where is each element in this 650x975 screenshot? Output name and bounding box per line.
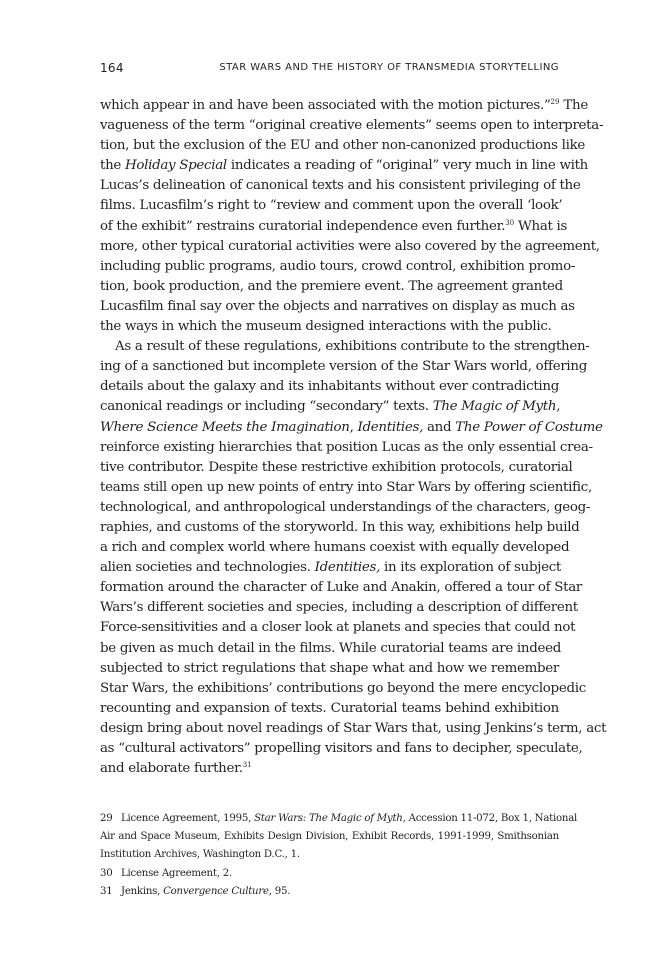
- body-line: [100, 136, 586, 156]
- footnote: [100, 810, 578, 865]
- text-run: The: [559, 98, 588, 113]
- body-line: [100, 377, 559, 397]
- text-run: tion, but the exclusion of the EU and other non-canonized productions like: [100, 138, 586, 154]
- body-line: [100, 699, 559, 719]
- body-line: [100, 317, 559, 337]
- text-run: tion, book production, and the premiere event. The agreement granted: [100, 278, 563, 294]
- body-line: [100, 297, 575, 317]
- footnote-line: [100, 828, 559, 846]
- text-run: Star Wars, the exhibitions’ contributions go beyond the mere encyclopedic: [100, 680, 586, 696]
- text-run: Air and Space Museum, Exhibits Design Division, Exhibit Records, 1991-1999, Smithsonian: [100, 831, 559, 843]
- body-line: [100, 598, 578, 618]
- text-run: raphies, and customs of the storyworld. In this way, exhibitions help build: [100, 519, 580, 535]
- footnote-marker: 31: [242, 761, 252, 770]
- body-line: [100, 438, 593, 458]
- text-run: technological, and anthropological understandings of the characters, geog-: [100, 499, 591, 515]
- body-line: [100, 719, 607, 739]
- text-run: teams still open up new points of entry into Star Wars by offering scientific,: [100, 479, 592, 495]
- body-line: [100, 96, 588, 116]
- text-run: Licence Agreement, 1995,: [121, 813, 255, 824]
- text-run: , Accession 11-072, Box 1, National: [402, 813, 578, 824]
- body-line: [100, 237, 600, 257]
- italic-title: Identities,: [357, 419, 424, 435]
- italic-title: Holiday Special: [125, 158, 227, 174]
- italic-title: Convergence Culture: [163, 885, 269, 897]
- text-run: canonical readings or including “secondary” texts.: [100, 399, 433, 415]
- text-run: vagueness of the term “original creative elements” seems open to interpreta-: [100, 118, 604, 134]
- footnote: [100, 883, 559, 901]
- text-run: in its exploration of subject: [380, 560, 561, 576]
- text-run: films. Lucasfilm’s right to “review and comment upon the overall ‘look’: [100, 198, 563, 214]
- text-run: ,: [349, 419, 358, 435]
- text-run: Jenkins,: [121, 885, 164, 897]
- text-run: tive contributor. Despite these restrictive exhibition protocols, curatorial: [100, 459, 573, 475]
- text-run: What is: [514, 218, 568, 234]
- page-header: [100, 61, 559, 77]
- text-run: alien societies and technologies.: [100, 560, 315, 576]
- body-line: [100, 538, 570, 558]
- body-line: [100, 498, 591, 518]
- page-number: 164: [100, 61, 124, 75]
- text-run: the ways in which the museum designed interactions with the public.: [100, 319, 552, 335]
- footnote-line: [100, 865, 559, 883]
- text-run: subjected to strict regulations that shape what and how we remember: [100, 660, 559, 676]
- footnote-line: [100, 846, 559, 864]
- body-line: [100, 618, 576, 638]
- text-run: reinforce existing hierarchies that position Lucas as the only essential crea-: [100, 439, 593, 455]
- footnote-line: [100, 810, 578, 828]
- body-text: [100, 96, 607, 779]
- text-run: As a result of these regulations, exhibitions contribute to the strengthen-: [115, 339, 590, 355]
- text-run: ,: [556, 399, 561, 415]
- text-run: more, other typical curatorial activities were also covered by the agreement,: [100, 238, 600, 254]
- body-line: [100, 337, 590, 357]
- body-line: [100, 578, 583, 598]
- footnote-number: 31: [100, 885, 113, 897]
- italic-title: The Magic of Myth: [432, 399, 557, 415]
- body-line: [100, 659, 559, 679]
- text-run: and elaborate further.: [100, 761, 243, 777]
- footnotes: [100, 810, 578, 901]
- body-line: [100, 357, 587, 377]
- text-run: a rich and complex world where humans coexist with equally developed: [100, 540, 570, 556]
- footnote-marker: 29: [550, 98, 560, 106]
- text-run: as “cultural activators” propelling visitors and fans to decipher, speculate,: [100, 741, 583, 756]
- body-line: [100, 176, 581, 196]
- text-run: Institution Archives, Washington D.C., 1.: [100, 849, 300, 861]
- italic-title: Where Science Meets the Imagination: [100, 419, 350, 435]
- footnote-number: 30: [100, 867, 113, 879]
- text-run: formation around the character of Luke and Anakin, offered a tour of Star: [100, 580, 583, 596]
- body-line: [100, 217, 568, 237]
- text-run: ing of a sanctioned but incomplete version of the Star Wars world, offering: [100, 359, 587, 375]
- body-line: [100, 759, 559, 779]
- text-run: design bring about novel readings of Star Wars that, using Jenkins’s term, act: [100, 720, 607, 736]
- body-line: [100, 418, 603, 438]
- footnote-marker: 30: [505, 218, 515, 227]
- text-run: License Agreement, 2.: [121, 867, 232, 879]
- footnote-line: [100, 883, 559, 901]
- italic-title: Star Wars: The Magic of Myth: [254, 813, 403, 824]
- text-run: details about the galaxy and its inhabitants without ever contradicting: [100, 379, 559, 395]
- text-run: Lucas’s delineation of canonical texts and his consistent privileging of the: [100, 178, 581, 194]
- body-line: [100, 679, 586, 699]
- body-line: [100, 739, 583, 759]
- body-line: [100, 277, 563, 297]
- text-run: of the exhibit” restrains curatorial independence even further.: [100, 218, 506, 234]
- text-run: including public programs, audio tours, crowd control, exhibition promo-: [100, 258, 576, 274]
- text-run: recounting and expansion of texts. Curatorial teams behind exhibition: [100, 700, 559, 716]
- footnote-number: 29: [100, 813, 113, 824]
- body-line: [100, 397, 559, 417]
- italic-title: The Power of Costume: [455, 419, 603, 435]
- body-line: [100, 257, 576, 277]
- body-line: [100, 156, 589, 176]
- text-run: , 95.: [268, 885, 291, 897]
- body-line: [100, 196, 563, 216]
- text-run: the: [100, 158, 125, 174]
- body-line: [100, 558, 559, 578]
- running-head: STAR WARS AND THE HISTORY OF TRANSMEDIA STORYTELLING: [219, 62, 559, 73]
- body-line: [100, 639, 559, 659]
- text-run: indicates a reading of “original” very much in line with: [226, 158, 589, 174]
- body-line: [100, 458, 573, 478]
- text-run: and: [423, 419, 456, 435]
- text-run: Lucasfilm final say over the objects and narratives on display as much as: [100, 298, 575, 314]
- italic-title: Identities,: [314, 560, 381, 576]
- text-run: Force-sensitivities and a closer look at planets and species that could not: [100, 620, 576, 636]
- body-line: [100, 478, 592, 498]
- text-run: which appear in and have been associated with the motion pictures.”: [100, 98, 551, 113]
- text-run: Wars’s different societies and species, including a description of different: [100, 600, 578, 616]
- body-line: [100, 116, 604, 136]
- body-line: [100, 518, 580, 538]
- footnote: [100, 865, 559, 883]
- text-run: be given as much detail in the films. While curatorial teams are indeed: [100, 640, 561, 656]
